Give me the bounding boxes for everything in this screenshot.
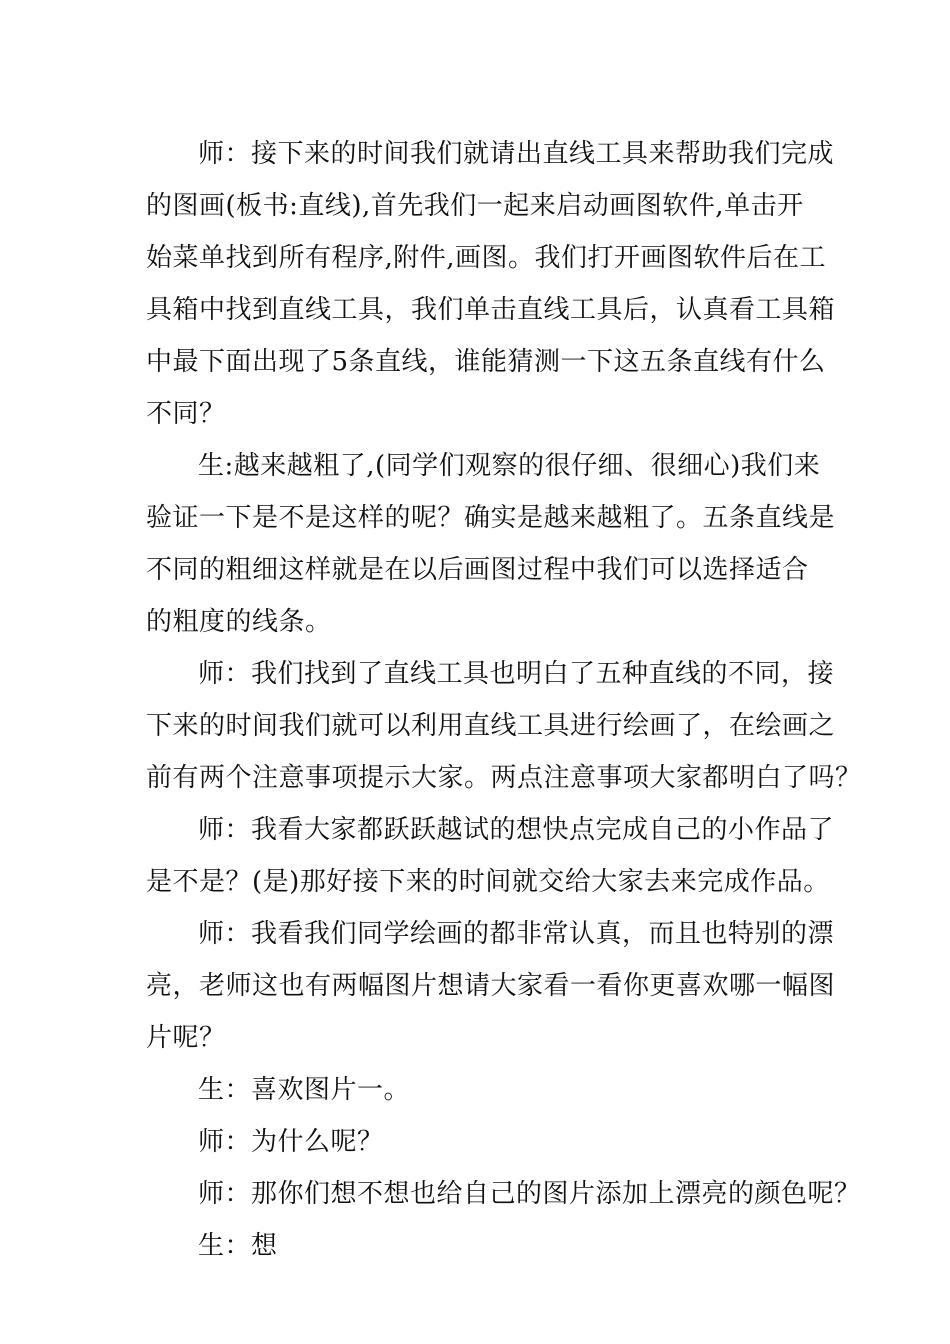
- text-line: 生:越来越粗了,(同学们观察的很仔细、很细心)我们来: [198, 451, 821, 481]
- paragraph-student-1: [146, 440, 836, 648]
- text-line: 是不是？(是)那好接下来的时间就交给大家去来完成作品。: [146, 867, 830, 897]
- text-line: 具箱中找到直线工具，我们单击直线工具后，认真看工具箱: [146, 295, 836, 325]
- text-line: 前有两个注意事项提示大家。两点注意事项大家都明白了吗？: [146, 763, 862, 793]
- text-line: 师：为什么呢？: [198, 1127, 384, 1157]
- text-line: 师：我看大家都跃跃越试的想快点完成自己的小作品了: [198, 815, 835, 845]
- text-line: 师：那你们想不想也给自己的图片添加上漂亮的颜色呢？: [198, 1179, 861, 1209]
- text-line: 下来的时间我们就可以利用直线工具进行绘画了，在绘画之: [146, 711, 836, 741]
- paragraph-teacher-6: [146, 1168, 861, 1220]
- text-line: 亮，老师这也有两幅图片想请大家看一看你更喜欢哪一幅图: [146, 971, 836, 1001]
- paragraph-student-3: [146, 1220, 814, 1272]
- text-line: 生：喜欢图片一。: [198, 1075, 411, 1105]
- paragraph-teacher-3: [146, 804, 835, 908]
- text-line: 片呢？: [146, 1023, 226, 1053]
- text-line: 师：我看我们同学绘画的都非常认真，而且也特别的漂: [198, 919, 835, 949]
- text-line: 始菜单找到所有程序,附件,画图。我们打开画图软件后在工: [146, 243, 827, 273]
- paragraph-teacher-2: [146, 648, 862, 804]
- paragraph-teacher-1: [146, 128, 836, 440]
- paragraph-teacher-5: [146, 1116, 814, 1168]
- text-line: 中最下面出现了5条直线，谁能猜测一下这五条直线有什么: [146, 347, 826, 377]
- text-line: 的粗度的线条。: [146, 607, 332, 637]
- text-line: 师：我们找到了直线工具也明白了五种直线的不同，接: [198, 659, 835, 689]
- paragraph-teacher-4: [146, 908, 836, 1064]
- text-line: 不同？: [146, 399, 226, 429]
- paragraph-student-2: [146, 1064, 814, 1116]
- text-line: 师：接下来的时间我们就请出直线工具来帮助我们完成: [198, 139, 835, 169]
- text-line: 验证一下是不是这样的呢？确实是越来越粗了。五条直线是: [146, 503, 836, 533]
- text-line: 的图画(板书:直线),首先我们一起来启动画图软件,单击开: [146, 191, 804, 221]
- document-body: [146, 128, 862, 1272]
- text-line: 不同的粗细这样就是在以后画图过程中我们可以选择适合: [146, 555, 809, 585]
- text-line: 生：想: [198, 1231, 278, 1261]
